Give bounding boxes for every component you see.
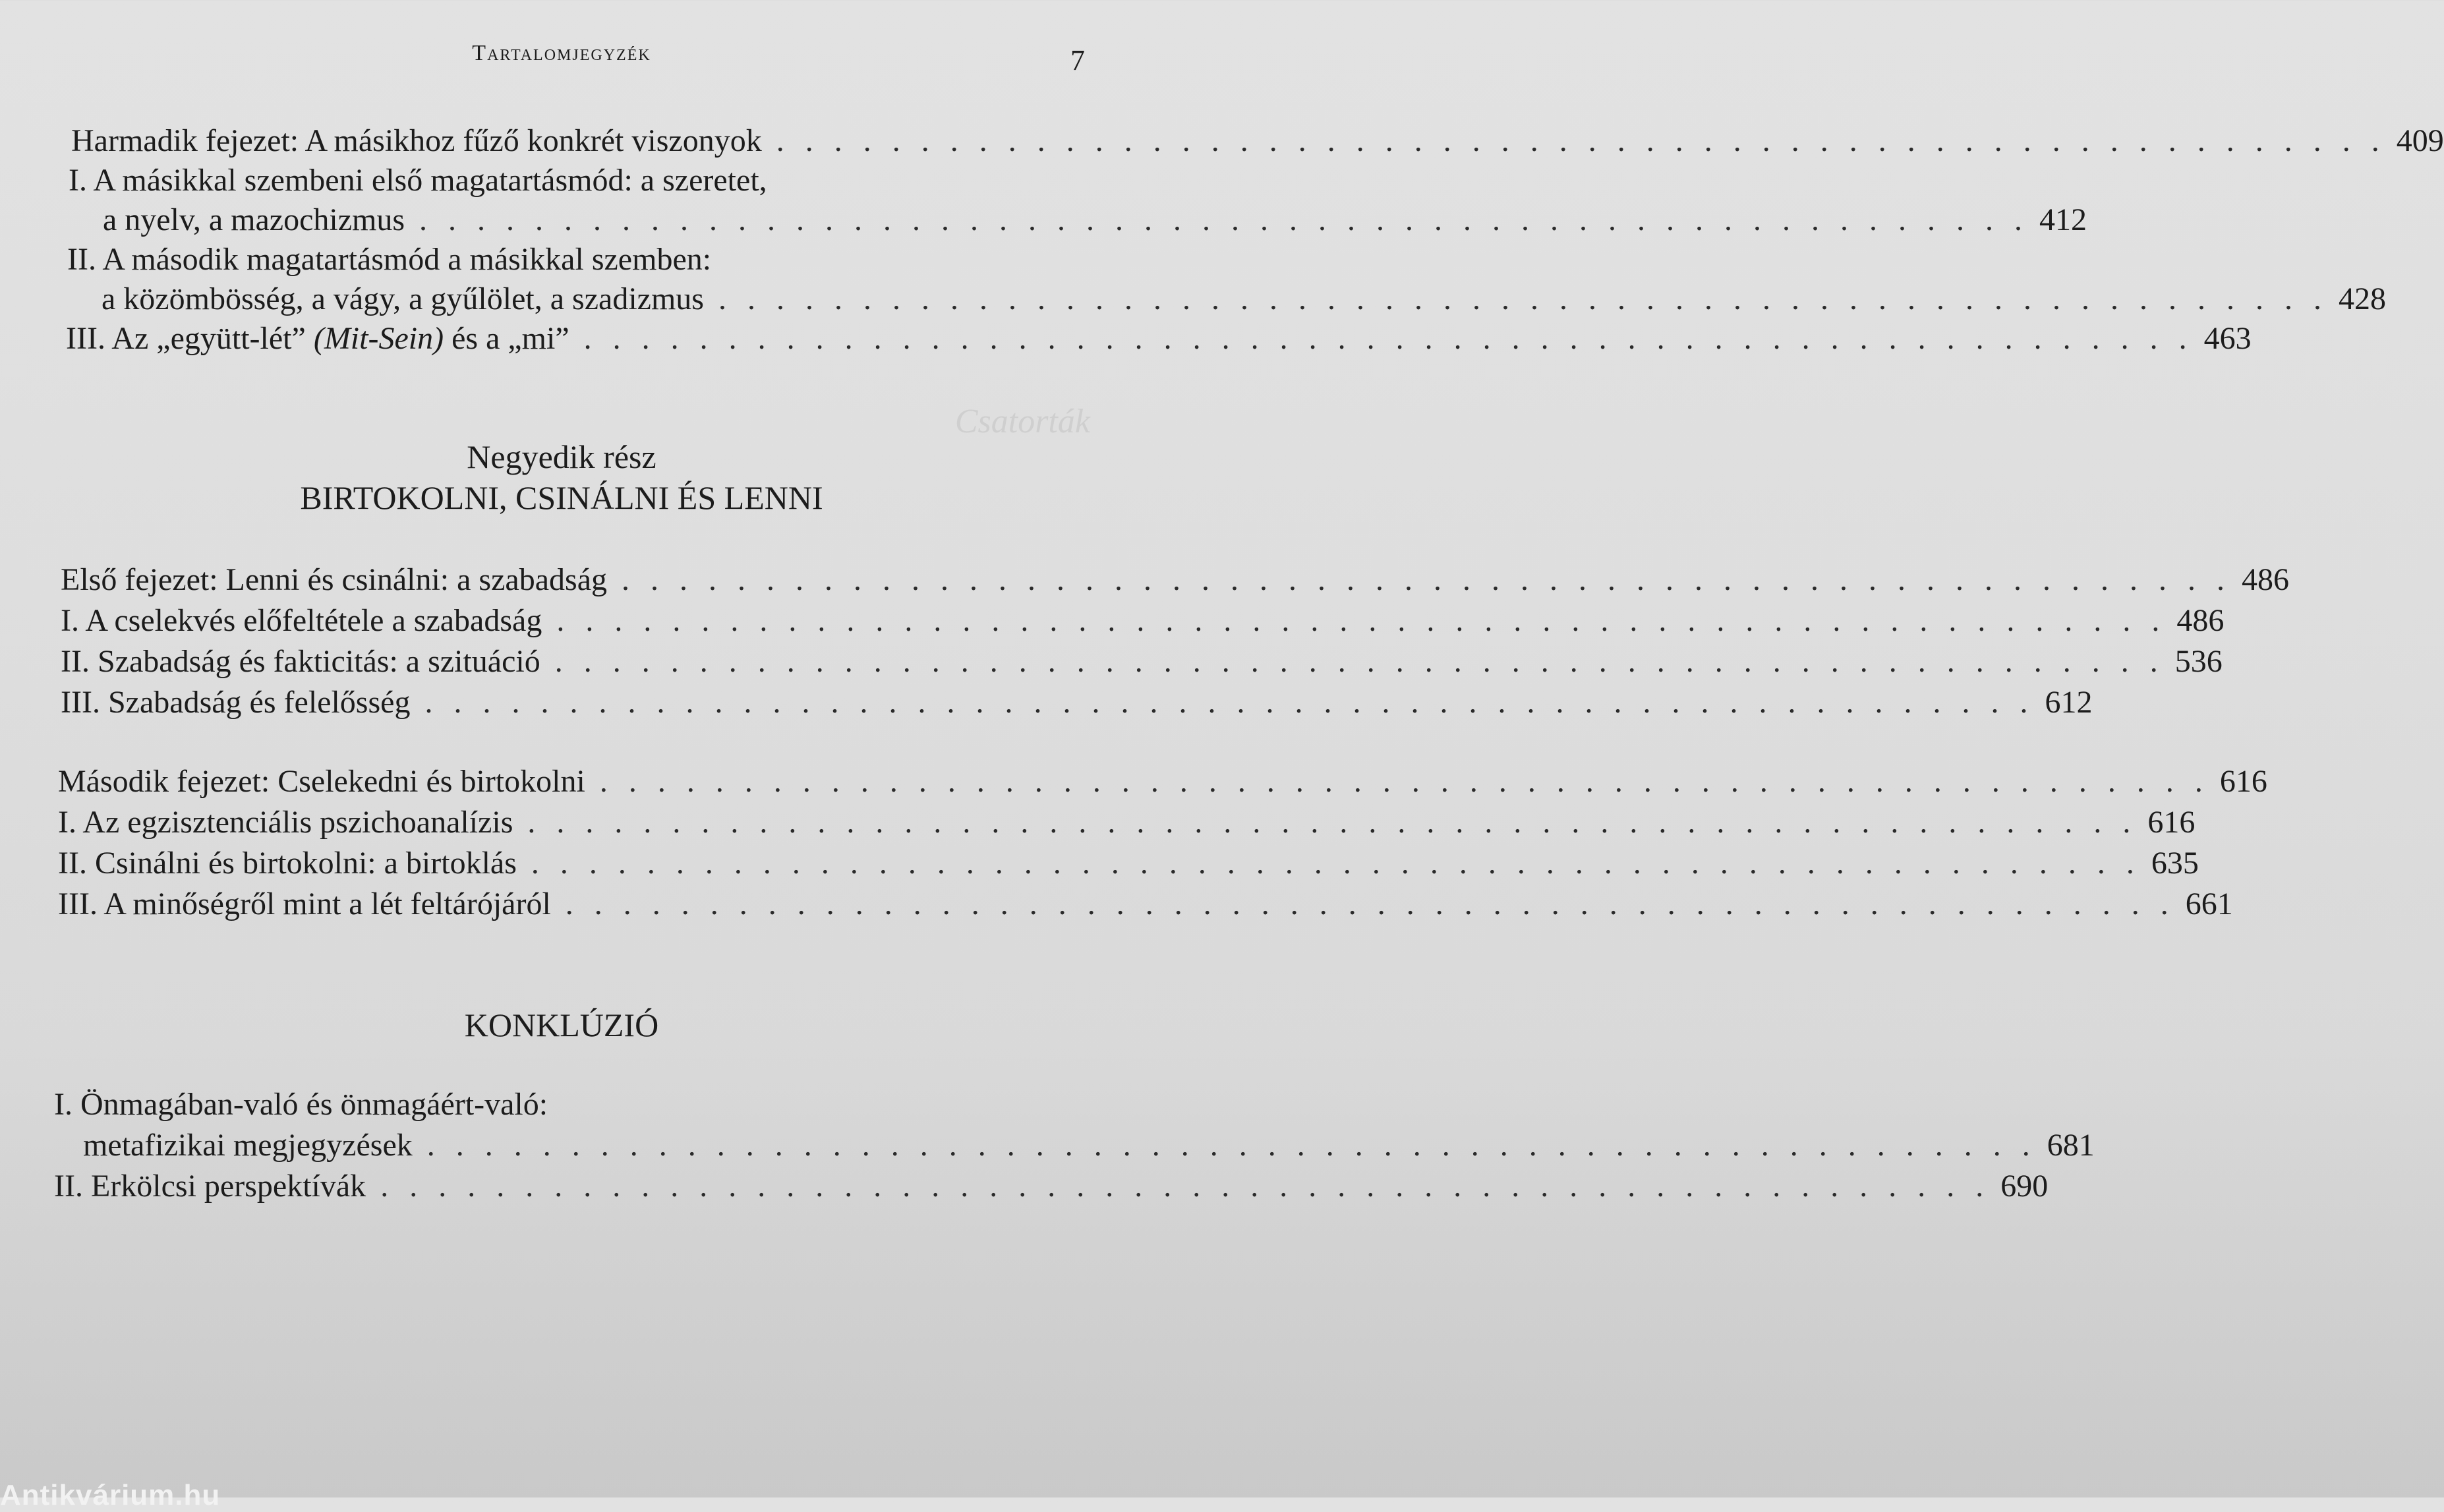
- dot-leader: . . . . . . . . . . . . . . . . . . . . . . . . . . . . . . . . . . . . . . . . . . . . . . . . . . . . . . . .: [424, 685, 2035, 720]
- running-title: Tartalomjegyzék: [472, 41, 651, 65]
- toc-entry-title: Első fejezet: Lenni és csinálni: a szabadság: [61, 562, 608, 597]
- dot-leader: . . . . . . . . . . . . . . . . . . . . . . . . . . . . . . . . . . . . . . . . . . . . . . . . . . . . . . . .: [776, 123, 2386, 158]
- toc-entry-page: 616: [2147, 805, 2196, 840]
- toc-entry-page: 536: [2174, 644, 2223, 679]
- title-italic: (Mit-Sein): [313, 321, 444, 356]
- toc-entry: [61, 562, 2290, 597]
- dot-leader: . . . . . . . . . . . . . . . . . . . . . . . . . . . . . . . . . . . . . . . . . . . . . . . . . . . . . . . .: [556, 603, 2167, 638]
- toc-entry-page: 428: [2338, 281, 2386, 316]
- title-part: III. Az „együtt-lét”: [66, 321, 306, 356]
- dot-leader: . . . . . . . . . . . . . . . . . . . . . . . . . . . . . . . . . . . . . . . . . . . . . . . . . . . . . . . .: [380, 1169, 1991, 1204]
- toc-entry-title: II. Szabadság és fakticitás: a szituáció: [61, 644, 540, 679]
- dot-leader: . . . . . . . . . . . . . . . . . . . . . . . . . . . . . . . . . . . . . . . . . . . . . . . . . . . . . . . .: [565, 887, 2175, 921]
- toc-entry-page: 681: [2047, 1128, 2095, 1163]
- toc-entry-title: I. A cselekvés előfeltétele a szabadság: [61, 603, 542, 638]
- dot-leader: . . . . . . . . . . . . . . . . . . . . . . . . . . . . . . . . . . . . . . . . . . . . . . . . . . . . . . . .: [531, 846, 2141, 881]
- dot-leader: . . . . . . . . . . . . . . . . . . . . . . . . . . . . . . . . . . . . . . . . . . . . . . . . . . . . . . . .: [419, 202, 2029, 237]
- toc-entry: [83, 1128, 2095, 1163]
- toc-entry-page: 661: [2185, 887, 2233, 921]
- toc-entry-title: Második fejezet: Cselekedni és birtokolni: [58, 764, 585, 799]
- toc-entry: [58, 846, 2199, 881]
- toc-entry: [61, 644, 2223, 679]
- ghost-mark: Csatorták: [954, 403, 1090, 440]
- dot-leader: . . . . . . . . . . . . . . . . . . . . . . . . . . . . . . . . . . . . . . . . . . . . . . . . . . . . . . . .: [599, 764, 2209, 799]
- running-header: [0, 41, 1123, 80]
- toc-entry-title: II. Erkölcsi perspektívák: [54, 1169, 366, 1204]
- toc-entry-page: 616: [2219, 764, 2267, 799]
- part-label: Negyedik rész: [467, 438, 656, 475]
- toc-entry-title: [66, 323, 569, 355]
- toc-entry: [71, 123, 2444, 158]
- toc-entry-title: Harmadik fejezet: A másikhoz fűző konkrét viszonyok: [71, 123, 762, 158]
- dot-leader: . . . . . . . . . . . . . . . . . . . . . . . . . . . . . . . . . . . . . . . . . . . . . . . . . . . . . . . .: [426, 1128, 2037, 1163]
- toc-entry-page: 463: [2203, 321, 2252, 356]
- toc-entry-page: 409: [2396, 123, 2444, 158]
- toc-entry: [54, 1169, 2049, 1204]
- toc-entry-page: 486: [2242, 562, 2290, 597]
- page-number: 7: [1070, 44, 1085, 76]
- toc-entry-title: I. Az egzisztenciális pszichoanalízis: [58, 805, 513, 840]
- toc-entry-page: 412: [2039, 202, 2087, 237]
- dot-leader: . . . . . . . . . . . . . . . . . . . . . . . . . . . . . . . . . . . . . . . . . . . . . . . . . . . . . . . .: [622, 562, 2232, 597]
- toc-entry-title-line: I. A másikkal szembeni első magatartásmód: a szeretet,: [69, 163, 767, 198]
- watermark: Antikvárium.hu: [0, 1479, 221, 1511]
- toc-entry-page: 612: [2045, 685, 2093, 720]
- title-part: és a „mi”: [451, 321, 569, 356]
- dot-leader: . . . . . . . . . . . . . . . . . . . . . . . . . . . . . . . . . . . . . . . . . . . . . . . . . . . . . . . .: [554, 644, 2165, 679]
- toc-entry: [58, 887, 2233, 921]
- dot-leader: . . . . . . . . . . . . . . . . . . . . . . . . . . . . . . . . . . . . . . . . . . . . . . . . . . . . . . . .: [527, 805, 2138, 840]
- toc-entry-title: III. A minőségről mint a lét feltárójáról: [58, 887, 551, 921]
- part-title: BIRTOKOLNI, CSINÁLNI ÉS LENNI: [300, 479, 823, 516]
- toc-entry: [102, 281, 2386, 316]
- toc-entry-page: 690: [2000, 1169, 2049, 1204]
- toc-entry-title: II. Csinálni és birtokolni: a birtoklás: [58, 846, 517, 881]
- toc-entry-title-line: II. A második magatartásmód a másikkal szemben:: [67, 242, 712, 277]
- toc-entry: [58, 805, 2196, 840]
- toc-entry: [103, 202, 2087, 237]
- toc-entry-title: a nyelv, a mazochizmus: [103, 202, 405, 237]
- toc-entry: [58, 764, 2267, 799]
- toc-entry: [61, 603, 2225, 638]
- toc-entry: [61, 685, 2093, 720]
- toc-entry: [66, 321, 2252, 356]
- toc-entry-title: metafizikai megjegyzések: [83, 1128, 413, 1163]
- toc-entry-title-line: I. Önmagában-való és önmagáért-való:: [54, 1087, 548, 1122]
- part-title: KONKLÚZIÓ: [464, 1006, 659, 1043]
- dot-leader: . . . . . . . . . . . . . . . . . . . . . . . . . . . . . . . . . . . . . . . . . . . . . . . . . . . . . . . .: [583, 321, 2194, 356]
- dot-leader: . . . . . . . . . . . . . . . . . . . . . . . . . . . . . . . . . . . . . . . . . . . . . . . . . . . . . . . .: [718, 281, 2328, 316]
- toc-entry-title: III. Szabadság és felelősség: [61, 685, 411, 720]
- toc-entry-title: a közömbösség, a vágy, a gyűlölet, a szadizmus: [102, 281, 704, 316]
- toc-entry-page: 635: [2151, 846, 2199, 881]
- toc-entry-page: 486: [2176, 603, 2225, 638]
